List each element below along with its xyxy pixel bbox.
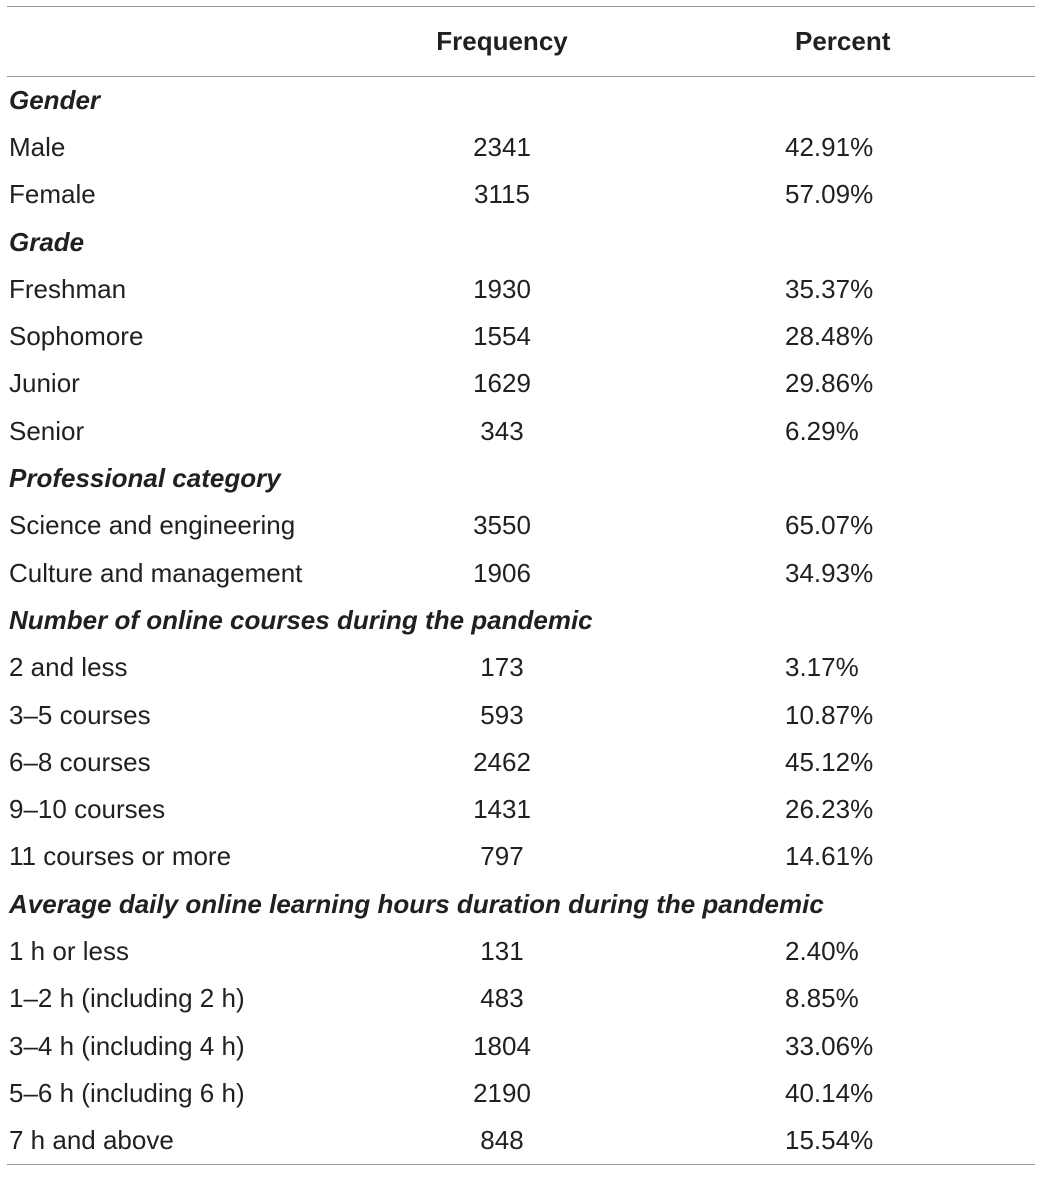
table-row xyxy=(7,644,1035,691)
row-label: Culture and management xyxy=(9,557,303,588)
row-label: 3–5 courses xyxy=(9,699,151,730)
table-body xyxy=(7,77,1035,1165)
group-row-gender xyxy=(7,77,1035,124)
row-percent: 28.48% xyxy=(785,321,874,352)
row-frequency: 593 xyxy=(480,699,524,730)
table-row xyxy=(7,691,1035,738)
row-frequency: 1431 xyxy=(473,794,531,825)
table-header xyxy=(7,7,1035,77)
row-label: Female xyxy=(9,179,96,210)
row-frequency: 848 xyxy=(387,1117,617,1164)
table-row xyxy=(7,1117,1035,1164)
demographics-table xyxy=(7,6,1035,1165)
header-frequency: Frequency xyxy=(387,7,617,77)
row-label: Senior xyxy=(9,415,85,446)
row-percent: 57.09% xyxy=(785,179,874,210)
table-row xyxy=(7,975,1035,1022)
row-frequency: 1930 xyxy=(473,273,531,304)
row-percent: 6.29% xyxy=(785,415,859,446)
row-label: 3–4 h (including 4 h) xyxy=(9,1030,245,1061)
row-frequency: 1906 xyxy=(473,557,531,588)
table-row xyxy=(7,1022,1035,1069)
row-frequency: 2341 xyxy=(473,131,531,162)
table-row xyxy=(7,739,1035,786)
table-row xyxy=(7,786,1035,833)
header-row xyxy=(7,7,1035,77)
row-percent: 40.14% xyxy=(785,1077,874,1108)
table-row xyxy=(7,833,1035,880)
row-label: 1 h or less xyxy=(9,935,129,966)
row-percent: 10.87% xyxy=(785,699,874,730)
table-row xyxy=(7,313,1035,360)
row-frequency: 1554 xyxy=(473,321,531,352)
row-label: 5–6 h (including 6 h) xyxy=(9,1077,245,1108)
row-percent: 35.37% xyxy=(785,273,874,304)
row-label: 1–2 h (including 2 h) xyxy=(9,983,245,1014)
row-percent: 29.86% xyxy=(785,368,874,399)
row-frequency: 173 xyxy=(480,652,524,683)
header-label xyxy=(7,7,387,77)
table-row xyxy=(7,928,1035,975)
table-row xyxy=(7,266,1035,313)
row-frequency: 483 xyxy=(480,983,524,1014)
group-title: Average daily online learning hours duration during the pandemic xyxy=(9,888,824,919)
row-label: Male xyxy=(9,131,66,162)
row-frequency: 2462 xyxy=(473,746,531,777)
group-title: Gender xyxy=(9,84,101,115)
row-frequency: 3115 xyxy=(474,179,530,210)
row-frequency: 131 xyxy=(480,935,524,966)
table-row xyxy=(7,549,1035,596)
row-frequency: 3550 xyxy=(473,510,531,541)
group-title: Number of online courses during the pandemic xyxy=(9,604,593,635)
table-row xyxy=(7,502,1035,549)
row-label: 11 courses or more xyxy=(9,841,232,872)
row-frequency: 343 xyxy=(480,415,524,446)
row-label: 2 and less xyxy=(9,652,128,683)
row-percent: 42.91% xyxy=(785,131,874,162)
row-label: Freshman xyxy=(9,273,127,304)
row-frequency: 2190 xyxy=(473,1077,531,1108)
row-percent: 2.40% xyxy=(785,935,859,966)
group-row-daily-learning-hours xyxy=(7,881,1035,928)
group-row-grade xyxy=(7,218,1035,265)
group-title: Grade xyxy=(9,226,85,257)
table-row xyxy=(7,1070,1035,1117)
row-label: 9–10 courses xyxy=(9,794,166,825)
row-percent: 65.07% xyxy=(785,510,874,541)
header-percent: Percent xyxy=(617,7,1035,77)
row-frequency: 1804 xyxy=(473,1030,531,1061)
row-label: Junior xyxy=(9,368,80,399)
row-percent: 3.17% xyxy=(785,652,859,683)
group-row-professional-category xyxy=(7,455,1035,502)
group-row-online-courses xyxy=(7,597,1035,644)
row-percent: 34.93% xyxy=(785,557,874,588)
table-row xyxy=(7,360,1035,407)
row-label: 7 h and above xyxy=(7,1117,387,1164)
table-row xyxy=(7,171,1035,218)
table-row xyxy=(7,124,1035,171)
row-percent: 14.61% xyxy=(785,841,874,872)
group-title: Professional category xyxy=(9,463,281,494)
row-percent: 33.06% xyxy=(785,1030,874,1061)
row-percent: 8.85% xyxy=(785,983,859,1014)
row-frequency: 797 xyxy=(480,841,524,872)
row-label: Sophomore xyxy=(9,321,144,352)
table-row xyxy=(7,408,1035,455)
row-label: Science and engineering xyxy=(9,510,296,541)
row-percent: 15.54% xyxy=(617,1117,1035,1164)
row-label: 6–8 courses xyxy=(9,746,151,777)
row-frequency: 1629 xyxy=(473,368,531,399)
row-percent: 26.23% xyxy=(785,794,874,825)
row-percent: 45.12% xyxy=(785,746,874,777)
